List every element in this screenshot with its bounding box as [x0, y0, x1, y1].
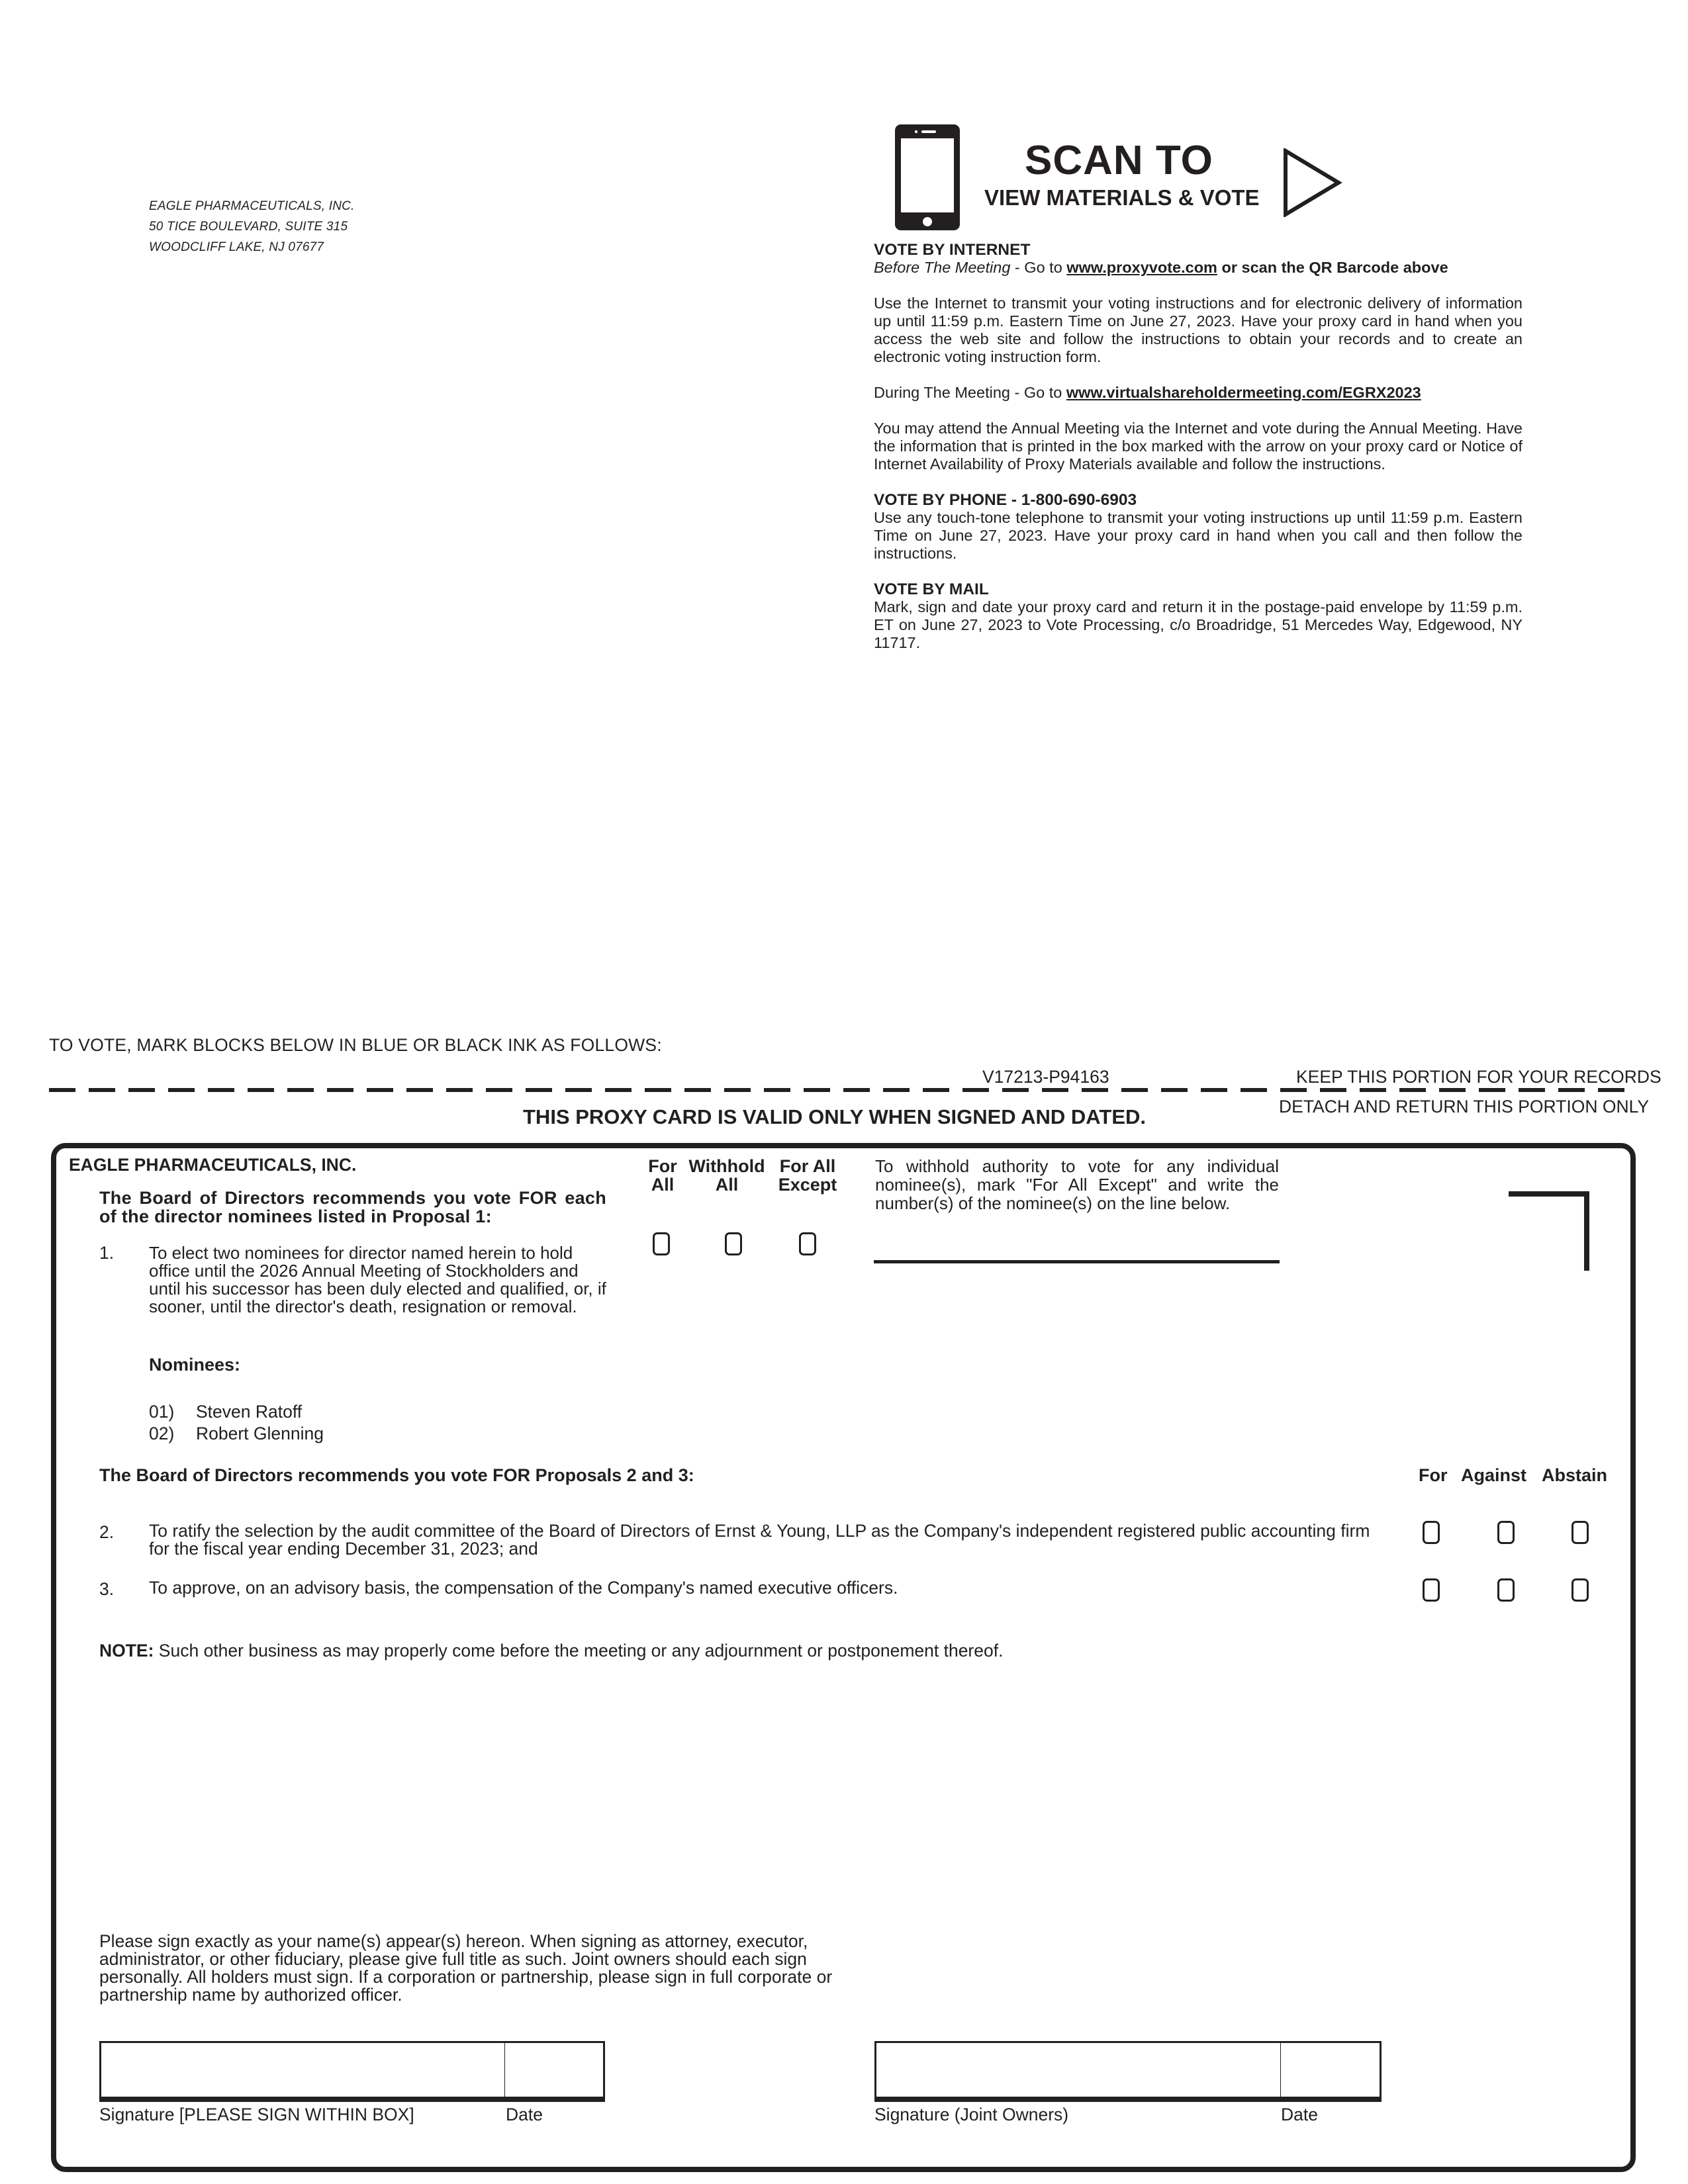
signature-1-label: Signature [PLEASE SIGN WITHIN BOX]	[99, 2105, 414, 2124]
play-arrow-icon	[1283, 148, 1342, 217]
checkbox-for-all[interactable]	[653, 1232, 670, 1255]
detach-perforation	[49, 1088, 1638, 1092]
vote-internet-body: Use the Internet to transmit your voting instructions and for electronic delivery of information up until 11:59 p.m. Eastern Time on June 27, 2023. Have your proxy card in hand when you access the web site and follow the instructions to obtain your records and to create an electronic voting instruction form.	[874, 295, 1523, 365]
date-1-label: Date	[506, 2105, 543, 2124]
proposal-3-checkbox-abstain[interactable]	[1571, 1578, 1589, 1602]
proposal-3-checkbox-against[interactable]	[1497, 1578, 1515, 1602]
proposal-2-checkbox-against[interactable]	[1497, 1521, 1515, 1544]
attend-meeting-body: You may attend the Annual Meeting via the Internet and vote during the Annual Meeting. Have the information that is printed in the box marked with the arrow on your proxy card or Notice of Internet Availability of Proxy Materials available and follow the instructions.	[874, 420, 1523, 473]
column-except-line2: Except	[778, 1175, 837, 1195]
vote-phone-body: Use any touch-tone telephone to transmit your voting instructions up until 11:59 p.m. Eastern Time on June 27, 2023. Have your proxy card in hand when you call and then follow the instructions.	[874, 509, 1523, 562]
before-meeting-label: Before The Meeting	[874, 259, 1011, 276]
except-nominee-write-line[interactable]	[874, 1260, 1280, 1263]
qr-instruction: or scan the QR Barcode above	[1217, 259, 1448, 276]
proposal-3-text: To approve, on an advisory basis, the compensation of the Company's named executive officers.	[149, 1578, 898, 1598]
column-for: For	[1419, 1465, 1448, 1485]
proposal-2-number: 2.	[99, 1522, 115, 1542]
vote-internet-before	[874, 259, 1523, 277]
column-for-all-except	[776, 1157, 839, 1194]
date-box-1[interactable]	[506, 2041, 603, 2097]
proposal-1-text: To elect two nominees for director named herein to hold office until the 2026 Annual Meeting of Stockholders and until his successor has been duly elected and qualified, or, if sooner, until the director's death, resignation or removal.	[149, 1243, 606, 1316]
nominee-2-name: Robert Glenning	[196, 1424, 324, 1443]
proposal-2-checkbox-abstain[interactable]	[1571, 1521, 1589, 1544]
registration-corner-mark-vertical	[1584, 1191, 1589, 1271]
nominees-label: Nominees:	[149, 1355, 241, 1375]
note	[99, 1641, 1003, 1661]
valid-notice: THIS PROXY CARD IS VALID ONLY WHEN SIGNED AND DATED.	[523, 1105, 1147, 1128]
virtual-meeting-link[interactable]: www.virtualshareholdermeeting.com/EGRX2023	[1066, 384, 1421, 401]
nominee-1-name: Steven Ratoff	[196, 1402, 303, 1422]
withhold-instructions: To withhold authority to vote for any individual nominee(s), mark "For All Except" and write the number(s) of the nominee(s) on the line below.	[875, 1156, 1279, 1213]
keep-portion-label: KEEP THIS PORTION FOR YOUR RECORDS	[1296, 1067, 1662, 1087]
date-box-2[interactable]	[1281, 2041, 1380, 2097]
column-for-all-line1: For	[648, 1156, 677, 1176]
proposals-recommendation: The Board of Directors recommends you vote FOR Proposals 2 and 3:	[99, 1465, 694, 1485]
proxyvote-link[interactable]: www.proxyvote.com	[1066, 259, 1217, 276]
mark-instructions: TO VOTE, MARK BLOCKS BELOW IN BLUE OR BLACK INK AS FOLLOWS:	[49, 1035, 662, 1055]
vote-internet-during	[874, 384, 1523, 402]
column-abstain: Abstain	[1542, 1465, 1608, 1485]
date-2-label: Date	[1281, 2105, 1318, 2124]
during-meeting-label: During The Meeting - Go to	[874, 384, 1066, 401]
column-against: Against	[1461, 1465, 1527, 1485]
smartphone-icon	[895, 124, 960, 230]
registration-corner-mark	[1509, 1191, 1589, 1197]
proposal-2-checkbox-for[interactable]	[1423, 1521, 1440, 1544]
proposal-2-text: To ratify the selection by the audit committee of the Board of Directors of Ernst & Young, LLP as the Company's independent registered public accounting firm for the fiscal year ending December 31, 2023; and	[149, 1521, 1370, 1559]
return-address-line2: 50 TICE BOULEVARD, SUITE 315	[149, 220, 348, 234]
vote-internet-heading: VOTE BY INTERNET	[874, 241, 1031, 259]
column-except-line1: For All	[779, 1156, 836, 1176]
return-address	[149, 196, 355, 257]
scan-subtitle: VIEW MATERIALS & VOTE	[984, 185, 1260, 210]
proposal-3-number: 3.	[99, 1579, 115, 1599]
column-for-all-line2: All	[651, 1175, 675, 1195]
voting-instructions	[874, 241, 1523, 670]
vote-mail-body: Mark, sign and date your proxy card and return it in the postage-paid envelope by 11:59 p.m. ET on June 27, 2023 to Vote Processing, c/o Broadridge, 51 Mercedes Way, Edgewood, NY 11717.	[874, 598, 1523, 651]
column-withhold-all	[686, 1157, 768, 1194]
return-address-line1: EAGLE PHARMACEUTICALS, INC.	[149, 199, 355, 213]
note-label: NOTE:	[99, 1641, 154, 1661]
signature-1-date-divider	[504, 2043, 505, 2097]
card-company-name: EAGLE PHARMACEUTICALS, INC.	[69, 1155, 357, 1175]
checkbox-for-all-except[interactable]	[799, 1232, 816, 1255]
director-recommendation: The Board of Directors recommends you vote FOR each of the director nominees listed in Proposal 1:	[99, 1188, 606, 1226]
proposal-3-checkbox-for[interactable]	[1423, 1578, 1440, 1602]
column-for-all	[646, 1157, 679, 1194]
column-withhold-line2: All	[715, 1175, 739, 1195]
return-address-line3: WOODCLIFF LAKE, NJ 07677	[149, 240, 324, 254]
signing-instructions: Please sign exactly as your name(s) appear(s) hereon. When signing as attorney, executor, administrator, or other fiduciary, please give full title as such. Joint owners should each sign personally. All holders must sign. If a corporation or partnership, please sign in full corporate or partnership name by authorized officer.	[99, 1931, 833, 2005]
detach-portion-label: DETACH AND RETURN THIS PORTION ONLY	[1279, 1097, 1650, 1116]
vote-mail-heading: VOTE BY MAIL	[874, 580, 989, 598]
control-number: V17213-P94163	[982, 1067, 1109, 1087]
proposal-1-number: 1.	[99, 1243, 115, 1263]
before-meeting-goto: - Go to	[1010, 259, 1067, 276]
vote-phone-heading: VOTE BY PHONE - 1-800-690-6903	[874, 491, 1137, 509]
note-text: Such other business as may properly come before the meeting or any adjournment or postponement thereof.	[154, 1641, 1004, 1661]
signature-2-label: Signature (Joint Owners)	[874, 2105, 1069, 2124]
nominee-2-number: 02)	[149, 1424, 175, 1443]
scan-title: SCAN TO	[1025, 138, 1213, 183]
column-withhold-line1: Withhold	[688, 1156, 765, 1176]
nominee-1-number: 01)	[149, 1402, 175, 1422]
checkbox-withhold-all[interactable]	[725, 1232, 742, 1255]
